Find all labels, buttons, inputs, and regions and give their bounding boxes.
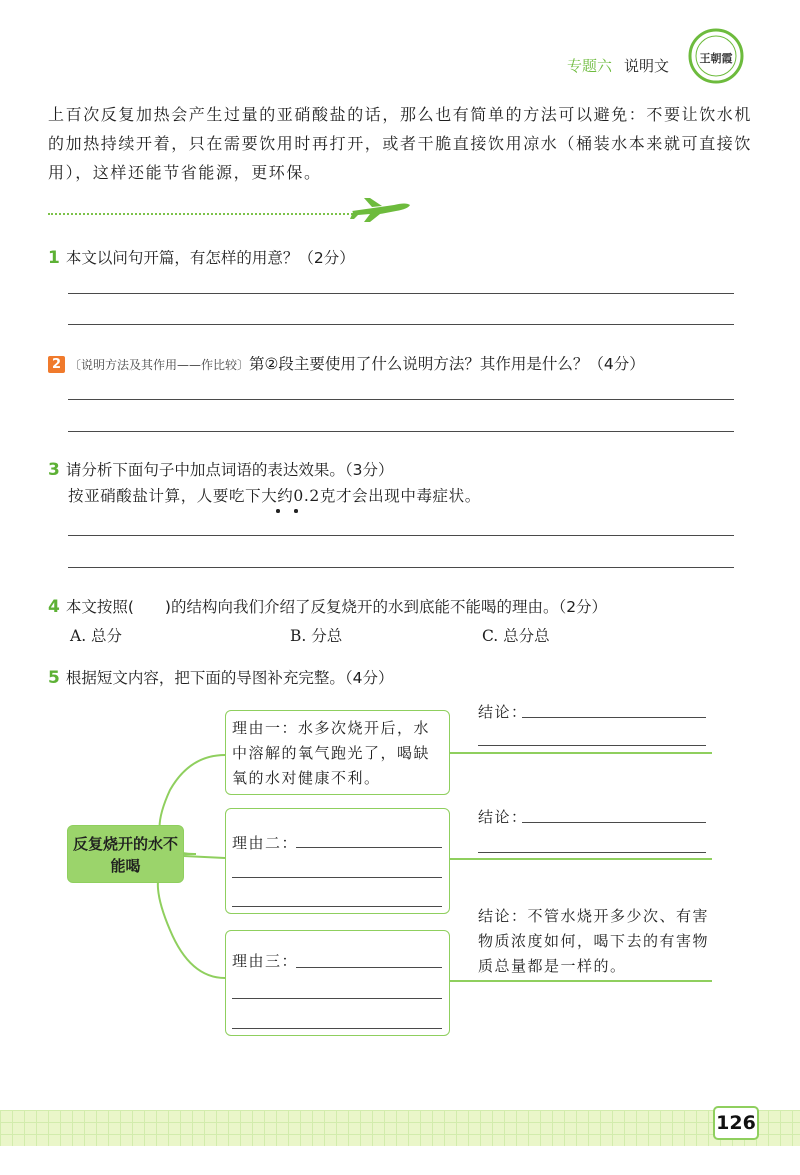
passage-paragraph: 上百次反复加热会产生过量的亚硝酸盐的话，那么也有简单的方法可以避免：不要让饮水机的加热持续开着，只在需要饮用时再打开，或者干脆直接饮用凉水（桶装水本来就可直接饮用），这样还能节省能源，更环保。 xyxy=(48,105,753,182)
footer-band xyxy=(0,1110,800,1146)
question-text: 根据短文内容，把下面的导图补充完整。（4分） xyxy=(65,669,394,687)
reason-2-box xyxy=(225,808,450,914)
reason-3-box xyxy=(225,930,450,1036)
option-c[interactable]: C. 总分总 xyxy=(482,627,550,645)
question-number: 4 xyxy=(48,597,60,617)
reason-1-text: 理由一：水多次烧开后，水中溶解的氧气跑光了，喝缺氧的水对健康不利。 xyxy=(232,719,431,787)
question-text: 第②段主要使用了什么说明方法？其作用是什么？（4分） xyxy=(249,355,645,373)
answer-line[interactable] xyxy=(232,906,442,907)
genre-title: 说明文 xyxy=(624,57,670,75)
question-number: 1 xyxy=(48,248,60,268)
topic-label: 专题六 xyxy=(567,57,613,75)
answer-line[interactable] xyxy=(232,1028,442,1029)
conclusion-1-label: 结论： xyxy=(478,703,528,721)
mindmap-center: 反复烧开的水不能喝 xyxy=(67,825,184,883)
question-text: 本文以问句开篇，有怎样的用意？（2分） xyxy=(65,249,355,267)
question-number: 5 xyxy=(48,668,60,688)
question-text: 请分析下面句子中加点词语的表达效果。（3分） xyxy=(65,461,394,479)
page-number: 126 xyxy=(713,1106,759,1140)
question-tag: 〔说明方法及其作用——作比较〕 xyxy=(69,358,250,372)
reason-3-label: 理由三： xyxy=(232,952,299,970)
reason-1-box xyxy=(225,710,450,795)
answer-line[interactable] xyxy=(478,745,706,746)
logo-text: 王朝霞 xyxy=(699,52,733,65)
question-number: 3 xyxy=(48,460,60,480)
answer-line[interactable] xyxy=(296,847,442,848)
branch-line xyxy=(450,858,712,860)
option-b[interactable]: B. 分总 xyxy=(290,627,343,645)
question-number: 2 xyxy=(48,356,65,373)
option-a[interactable]: A. 总分 xyxy=(70,627,123,645)
reason-2-label: 理由二： xyxy=(232,834,299,852)
quoted-sentence: 按亚硝酸盐计算，人要吃下大约0.2克才会出现中毒症状。 xyxy=(68,487,481,505)
branch-line xyxy=(450,980,712,982)
answer-line[interactable] xyxy=(232,998,442,999)
answer-line[interactable] xyxy=(478,852,706,853)
question-text: 本文按照( )的结构向我们介绍了反复烧开的水到底能不能喝的理由。（2分） xyxy=(65,598,608,616)
answer-line[interactable] xyxy=(232,877,442,878)
branch-line xyxy=(450,752,712,754)
answer-line[interactable] xyxy=(522,717,706,718)
answer-line[interactable] xyxy=(522,822,706,823)
answer-line[interactable] xyxy=(296,967,442,968)
conclusion-2-label: 结论： xyxy=(478,808,528,826)
conclusion-3-text: 结论：不管水烧开多少次、有害物质浓度如何，喝下去的有害物质总量都是一样的。 xyxy=(478,907,710,975)
